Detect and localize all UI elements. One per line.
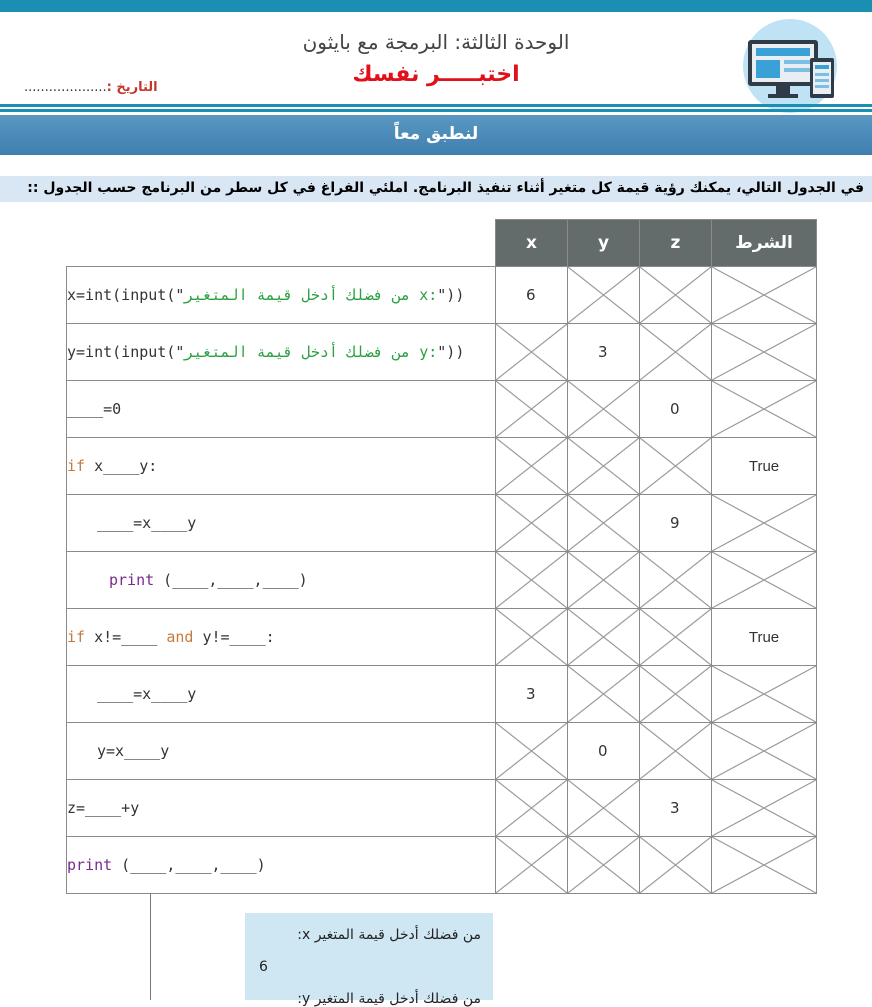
value-cell-y [568, 324, 640, 381]
cross-out-icon [640, 267, 711, 323]
cross-out-icon [568, 609, 639, 665]
code-builtin: print [109, 571, 155, 589]
code-keyword: if [67, 457, 86, 475]
output-line: من فضلك أدخل قيمة المتغير x: [297, 927, 481, 943]
cross-out-icon [496, 609, 567, 665]
output-line: من فضلك أدخل قيمة المتغير y: [297, 991, 481, 1007]
cross-out-icon [640, 666, 711, 722]
header-condition: الشرط [712, 220, 817, 267]
crossed-cell-condition [712, 837, 817, 894]
code-cell [67, 381, 496, 438]
value-text: 3 [526, 685, 536, 703]
cross-out-icon [496, 552, 567, 608]
code-text: ")) [437, 286, 465, 304]
table-row [67, 780, 817, 837]
cross-out-icon [712, 552, 816, 608]
cross-out-icon [568, 381, 639, 437]
crossed-cell-x [496, 438, 568, 495]
cross-out-icon [568, 495, 639, 551]
top-accent-bar [0, 0, 872, 12]
code-text: ____=0 [67, 400, 122, 418]
code-cell [67, 837, 496, 894]
cross-out-icon [568, 438, 639, 494]
table-row [67, 609, 817, 666]
code-cell [67, 723, 496, 780]
code-text: z=____+y [67, 799, 140, 817]
table-row [67, 495, 817, 552]
crossed-cell-y [568, 666, 640, 723]
cross-out-icon [496, 438, 567, 494]
cross-out-icon [640, 723, 711, 779]
code-text: y!=____: [193, 628, 275, 646]
table-row [67, 267, 817, 324]
cross-out-icon [568, 552, 639, 608]
crossed-cell-condition [712, 267, 817, 324]
cross-out-icon [568, 837, 639, 893]
code-text: (____,____,____) [112, 856, 266, 874]
crossed-cell-z [640, 324, 712, 381]
code-cell [67, 495, 496, 552]
value-text: 0 [598, 742, 608, 760]
code-text: y=int(input(" [67, 343, 185, 361]
date-label: التاريخ : [106, 80, 158, 95]
cross-out-icon [568, 780, 639, 836]
value-cell-x [496, 666, 568, 723]
header-y: y [568, 220, 640, 267]
cross-out-icon [640, 324, 711, 380]
cross-out-icon [568, 267, 639, 323]
crossed-cell-z [640, 267, 712, 324]
value-cell-x [496, 267, 568, 324]
code-text: ")) [437, 343, 465, 361]
date-field [24, 80, 158, 95]
crossed-cell-condition [712, 723, 817, 780]
trace-table [66, 219, 817, 894]
computer-logo-icon [738, 18, 842, 114]
code-cell [67, 324, 496, 381]
crossed-cell-x [496, 837, 568, 894]
code-keyword: and [166, 628, 194, 646]
crossed-cell-y [568, 267, 640, 324]
value-cell-y [568, 723, 640, 780]
crossed-cell-z [640, 723, 712, 780]
crossed-cell-condition [712, 495, 817, 552]
code-cell [67, 780, 496, 837]
crossed-cell-x [496, 609, 568, 666]
crossed-cell-x [496, 495, 568, 552]
value-text: 6 [526, 286, 536, 304]
cross-out-icon [496, 324, 567, 380]
header-x: x [496, 220, 568, 267]
table-row [67, 438, 817, 495]
cross-out-icon [712, 381, 816, 437]
code-builtin: print [67, 856, 113, 874]
crossed-cell-condition [712, 780, 817, 837]
table-row [67, 381, 817, 438]
crossed-cell-x [496, 723, 568, 780]
crossed-cell-x [496, 780, 568, 837]
cross-out-icon [712, 837, 816, 893]
header-rule-bottom [0, 109, 872, 112]
output-box [245, 913, 493, 1007]
crossed-cell-z [640, 666, 712, 723]
condition-cell [712, 609, 817, 666]
unit-title: الوحدة الثالثة: البرمجة مع بايثون [302, 30, 570, 54]
cross-out-icon [640, 552, 711, 608]
code-text: y=x____y [97, 742, 170, 760]
test-title: اختبـــــر نفسك [352, 62, 520, 87]
value-text: 9 [670, 514, 680, 532]
crossed-cell-x [496, 324, 568, 381]
cross-out-icon [712, 267, 816, 323]
table-row [67, 324, 817, 381]
code-cell [67, 438, 496, 495]
cross-out-icon [496, 495, 567, 551]
crossed-cell-y [568, 609, 640, 666]
code-string: من فضلك أدخل قيمة المتغير x: [184, 286, 438, 304]
header-rule-top [0, 104, 872, 107]
cross-out-icon [640, 438, 711, 494]
crossed-cell-y [568, 495, 640, 552]
cross-out-icon [496, 723, 567, 779]
condition-text: True [748, 628, 780, 646]
output-connector-line [150, 893, 151, 1000]
value-text: 3 [598, 343, 608, 361]
page-header [0, 12, 872, 102]
crossed-cell-x [496, 552, 568, 609]
crossed-cell-y [568, 381, 640, 438]
date-blank: .................... [24, 80, 107, 95]
crossed-cell-condition [712, 324, 817, 381]
section-title: لنطبق معاً [393, 124, 479, 144]
header-blank [67, 220, 496, 267]
crossed-cell-y [568, 438, 640, 495]
value-text: 3 [670, 799, 680, 817]
code-cell [67, 666, 496, 723]
crossed-cell-z [640, 837, 712, 894]
code-text: x____y: [85, 457, 158, 475]
cross-out-icon [712, 495, 816, 551]
condition-text: True [748, 457, 780, 475]
cross-out-icon [496, 780, 567, 836]
value-cell-z [640, 381, 712, 438]
output-line: 6 [259, 959, 268, 975]
crossed-cell-condition [712, 381, 817, 438]
crossed-cell-x [496, 381, 568, 438]
code-cell [67, 609, 496, 666]
cross-out-icon [712, 723, 816, 779]
cross-out-icon [568, 666, 639, 722]
code-text: ____=x____y [97, 514, 197, 532]
condition-cell [712, 438, 817, 495]
table-row [67, 837, 817, 894]
crossed-cell-z [640, 552, 712, 609]
cross-out-icon [712, 780, 816, 836]
cross-out-icon [640, 609, 711, 665]
cross-out-icon [496, 837, 567, 893]
code-text: x!=____ [85, 628, 167, 646]
value-cell-z [640, 495, 712, 552]
crossed-cell-z [640, 609, 712, 666]
code-string: من فضلك أدخل قيمة المتغير y: [184, 343, 438, 361]
table-row [67, 723, 817, 780]
cross-out-icon [712, 666, 816, 722]
code-text: x=int(input(" [67, 286, 185, 304]
table-row [67, 666, 817, 723]
crossed-cell-condition [712, 666, 817, 723]
value-text: 0 [670, 400, 680, 418]
code-cell [67, 552, 496, 609]
crossed-cell-y [568, 837, 640, 894]
crossed-cell-z [640, 438, 712, 495]
header-z: z [640, 220, 712, 267]
code-keyword: if [67, 628, 86, 646]
crossed-cell-condition [712, 552, 817, 609]
value-cell-z [640, 780, 712, 837]
cross-out-icon [640, 837, 711, 893]
crossed-cell-y [568, 780, 640, 837]
table-row [67, 552, 817, 609]
cross-out-icon [712, 324, 816, 380]
code-text: (____,____,____) [154, 571, 308, 589]
table-header-row [67, 220, 817, 267]
crossed-cell-y [568, 552, 640, 609]
cross-out-icon [496, 381, 567, 437]
code-text: ____=x____y [97, 685, 197, 703]
code-cell [67, 267, 496, 324]
instruction-text: في الجدول التالي، يمكنك رؤية قيمة كل متغير أثناء تنفيذ البرنامج. املئي الفراغ في كل سطر من البرنامج حسب الجدول :: [27, 180, 864, 196]
